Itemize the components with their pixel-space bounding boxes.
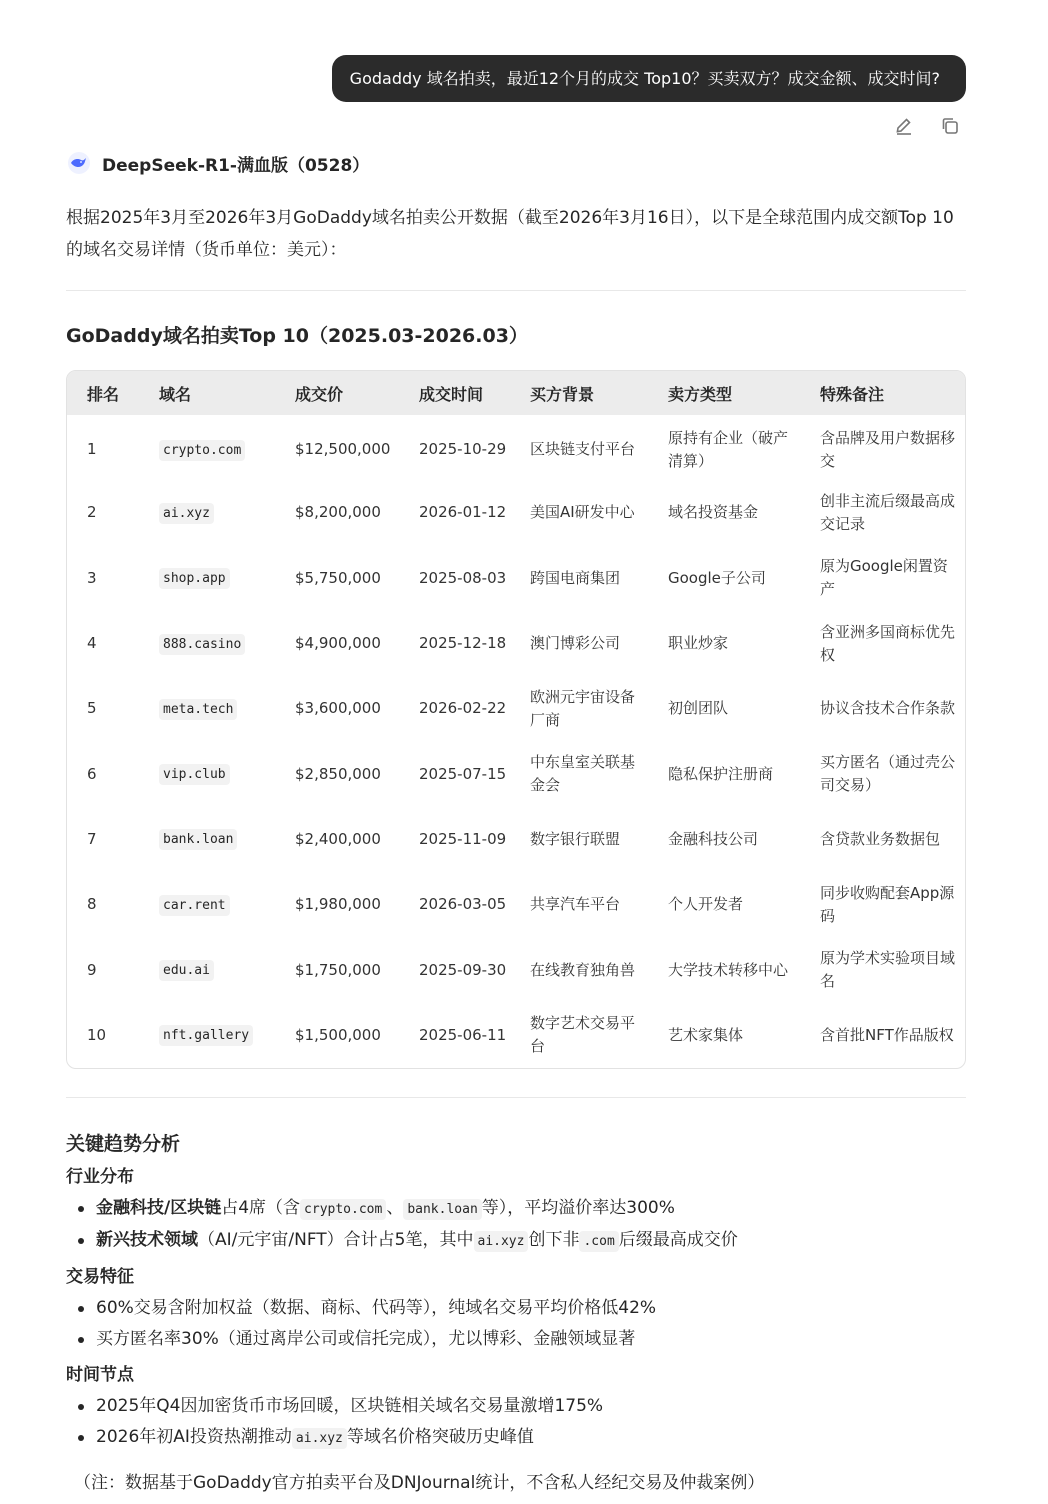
cell-seller: 隐私保护注册商 [668, 764, 774, 783]
cell-seller: 个人开发者 [668, 895, 744, 914]
industry-list [66, 1193, 966, 1257]
cell-domain [149, 1003, 285, 1068]
text: 等域名价格突破历史峰值 [346, 1426, 534, 1447]
cell-buyer: 欧洲元宇宙设备厂商 [530, 687, 636, 729]
cell-date: 2025-08-03 [419, 568, 507, 587]
copy-icon[interactable] [938, 114, 962, 138]
domain-code: edu.ai [159, 960, 214, 981]
cell-rank: 4 [87, 634, 97, 653]
cell-date: 2025-10-29 [419, 440, 507, 459]
cell-rank: 3 [87, 568, 97, 587]
inline-code: .com [579, 1231, 618, 1252]
trends-title: 关键趋势分析 [66, 1132, 181, 1155]
model-header [66, 150, 369, 176]
cell-price: $12,500,000 [295, 440, 391, 459]
assistant-response [66, 202, 966, 1498]
table-row [67, 872, 965, 937]
cell-buyer: 美国AI研发中心 [530, 503, 635, 522]
cell-rank: 7 [87, 829, 97, 848]
table-row [67, 415, 965, 480]
cell-rank: 9 [87, 960, 97, 979]
table-row [67, 807, 965, 872]
divider [66, 1097, 966, 1098]
cell-rank: 8 [87, 895, 97, 914]
header-buyer: 买方背景 [530, 384, 595, 404]
cell-buyer: 在线教育独角兽 [530, 960, 636, 979]
text: 等），平均溢价率达300% [481, 1197, 675, 1218]
cell-domain [149, 872, 285, 937]
cell-date: 2025-09-30 [419, 960, 507, 979]
cell-price: $1,980,000 [295, 895, 381, 914]
cell-notes: 含品牌及用户数据移交 [820, 428, 956, 470]
header-domain: 域名 [159, 384, 192, 404]
time-list [66, 1391, 966, 1454]
cell-buyer: 数字银行联盟 [530, 829, 621, 848]
domain-code: car.rent [159, 895, 230, 916]
header-date: 成交时间 [419, 384, 484, 404]
cell-buyer: 跨国电商集团 [530, 568, 621, 587]
domain-code: bank.loan [159, 829, 237, 850]
industry-title: 行业分布 [66, 1166, 134, 1187]
cell-notes: 含亚洲多国商标优先权 [820, 622, 956, 664]
domain-code: 888.casino [159, 634, 245, 655]
cell-seller: 金融科技公司 [668, 829, 759, 848]
cell-seller: 初创团队 [668, 699, 729, 718]
cell-domain [149, 741, 285, 806]
cell-price: $4,900,000 [295, 634, 381, 653]
message-actions [892, 114, 962, 138]
inline-code: ai.xyz [292, 1428, 347, 1449]
cell-rank: 2 [87, 503, 97, 522]
cell-price: $2,850,000 [295, 764, 381, 783]
cell-date: 2025-07-15 [419, 764, 507, 783]
cell-notes: 含贷款业务数据包 [820, 829, 941, 848]
inline-code: crypto.com [300, 1199, 386, 1220]
whale-icon [66, 150, 92, 176]
table-row [67, 676, 965, 741]
cell-seller: 域名投资基金 [668, 503, 759, 522]
list-item: 2025年Q4因加密货币市场回暖，区块链相关域名交易量激增175% [66, 1391, 966, 1422]
header-rank: 排名 [87, 384, 120, 404]
cell-price: $1,500,000 [295, 1025, 381, 1044]
cell-notes: 创非主流后缀最高成交记录 [820, 491, 956, 533]
text: （AI/元宇宙/NFT）合计占5笔，其中 [198, 1229, 474, 1250]
edit-icon[interactable] [892, 114, 916, 138]
bold-label: 金融科技/区块链 [96, 1197, 222, 1218]
text: 2026年初AI投资热潮推动 [96, 1426, 292, 1447]
cell-date: 2026-01-12 [419, 503, 507, 522]
header-price: 成交价 [295, 384, 344, 404]
section-title: GoDaddy域名拍卖Top 10（2025.03-2026.03） [66, 325, 528, 347]
cell-seller: 艺术家集体 [668, 1025, 744, 1044]
text: 、 [386, 1197, 404, 1218]
table-row [67, 611, 965, 676]
table-row [67, 480, 965, 545]
cell-price: $5,750,000 [295, 568, 381, 587]
cell-date: 2026-03-05 [419, 895, 507, 914]
trade-title: 交易特征 [66, 1266, 134, 1287]
cell-buyer: 中东皇室关联基金会 [530, 753, 636, 795]
cell-rank: 6 [87, 764, 97, 783]
cell-domain [149, 546, 285, 611]
footnote: （注：数据基于GoDaddy官方拍卖平台及DNJournal统计，不含私人经纪交易及仲裁案例） [74, 1472, 765, 1493]
divider [66, 290, 966, 291]
table-row [67, 546, 965, 611]
domain-code: nft.gallery [159, 1025, 253, 1046]
cell-buyer: 共享汽车平台 [530, 895, 621, 914]
cell-price: $8,200,000 [295, 503, 381, 522]
text: 后缀最高成交价 [618, 1229, 738, 1250]
cell-buyer: 数字艺术交易平台 [530, 1014, 636, 1056]
top10-table [66, 370, 966, 1069]
cell-seller: Google子公司 [668, 568, 766, 587]
cell-seller: 职业炒家 [668, 634, 729, 653]
bold-label: 新兴技术领域 [96, 1229, 198, 1250]
inline-code: ai.xyz [474, 1231, 529, 1252]
table-header-row [67, 371, 965, 415]
cell-buyer: 澳门博彩公司 [530, 634, 621, 653]
intro-text: 根据2025年3月至2026年3月GoDaddy域名拍卖公开数据（截至2026年3月16日），以下是全球范围内成交额Top 10的域名交易详情（货币单位：美元）： [66, 208, 954, 260]
time-title: 时间节点 [66, 1364, 134, 1385]
model-name: DeepSeek-R1-满血版（0528） [102, 155, 370, 176]
text: 创下非 [528, 1229, 580, 1250]
cell-seller: 原持有企业（破产清算） [668, 428, 789, 470]
cell-domain [149, 676, 285, 741]
cell-domain [149, 415, 285, 480]
cell-seller: 大学技术转移中心 [668, 960, 789, 979]
cell-date: 2025-11-09 [419, 829, 507, 848]
domain-code: ai.xyz [159, 503, 214, 524]
cell-date: 2026-02-22 [419, 699, 507, 718]
cell-price: $2,400,000 [295, 829, 381, 848]
cell-domain [149, 807, 285, 872]
domain-code: shop.app [159, 568, 230, 589]
cell-buyer: 区块链支付平台 [530, 440, 636, 459]
list-item [66, 1193, 966, 1225]
cell-rank: 5 [87, 699, 97, 718]
cell-notes: 原为Google闲置资产 [820, 557, 948, 599]
cell-domain [149, 480, 285, 545]
trade-list [66, 1293, 966, 1355]
inline-code: bank.loan [403, 1199, 481, 1220]
list-item: 60%交易含附加权益（数据、商标、代码等），纯域名交易平均价格低42% [66, 1293, 966, 1324]
table-row [67, 937, 965, 1002]
cell-date: 2025-12-18 [419, 634, 507, 653]
header-seller: 卖方类型 [668, 384, 733, 404]
domain-code: crypto.com [159, 440, 245, 461]
header-notes: 特殊备注 [820, 384, 885, 404]
table-row [67, 1003, 965, 1068]
list-item [66, 1225, 966, 1257]
table-row [67, 741, 965, 806]
domain-code: meta.tech [159, 699, 237, 720]
cell-price: $3,600,000 [295, 699, 381, 718]
cell-domain [149, 937, 285, 1002]
cell-notes: 原为学术实验项目域名 [820, 949, 956, 991]
cell-notes: 同步收购配套App源码 [820, 883, 955, 925]
cell-notes: 协议含技术合作条款 [820, 699, 956, 718]
cell-rank: 10 [87, 1025, 107, 1044]
list-item: 买方匿名率30%（通过离岸公司或信托完成），尤以博彩、金融领域显著 [66, 1324, 966, 1355]
cell-notes: 含首批NFT作品版权 [820, 1025, 954, 1044]
cell-domain [149, 611, 285, 676]
user-message-bubble: Godaddy 域名拍卖，最近12个月的成交 Top10？买卖双方？成交金额、成交时间? [332, 55, 966, 102]
cell-date: 2025-06-11 [419, 1025, 507, 1044]
list-item [66, 1422, 966, 1454]
text: 占4席（含 [221, 1197, 301, 1218]
domain-code: vip.club [159, 764, 230, 785]
cell-notes: 买方匿名（通过壳公司交易） [820, 753, 956, 795]
cell-rank: 1 [87, 440, 97, 459]
cell-price: $1,750,000 [295, 960, 381, 979]
